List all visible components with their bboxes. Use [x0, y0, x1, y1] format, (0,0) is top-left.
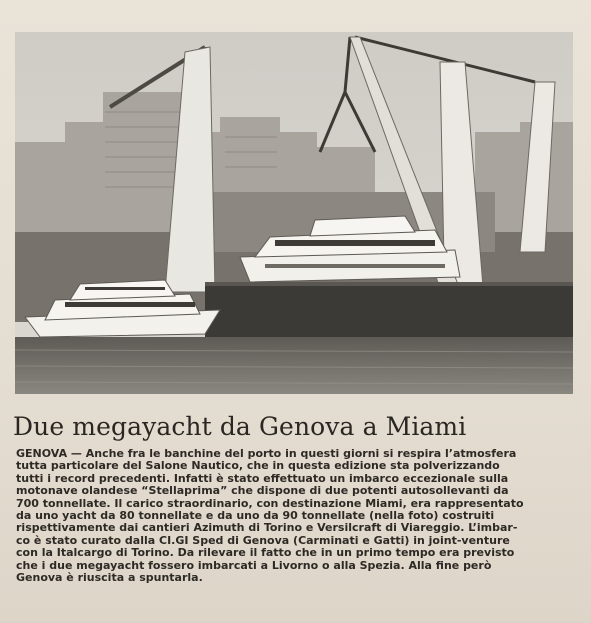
article-line: che i due megayacht fossero imbarcati a Livorno o alla Spezia. Alla fine però — [16, 559, 492, 572]
article-line: 700 tonnellate. Il carico straordinario, con destinazione Miami, era rappresentato — [16, 497, 524, 510]
article-body — [16, 448, 576, 584]
article-line: motonave olandese “Stellaprima” che dispone di due potenti autosollevanti da — [16, 485, 509, 498]
article-line: tutta particolare del Salone Nautico, che in questa edizione sta polverizzando — [16, 460, 500, 473]
article-headline: Due megayacht da Genova a Miami — [13, 412, 467, 441]
cargo-ship-hull — [205, 284, 573, 342]
article-line: con la Italcargo di Torino. Da rilevare il fatto che in un primo tempo era previsto — [16, 547, 515, 560]
article-line: tutti i record precedenti. Infatti è stato effettuato un imbarco eccezionale sulla — [16, 472, 509, 485]
harbor-water — [15, 337, 573, 394]
article-line: Genova è riuscita a spuntarla. — [16, 571, 203, 584]
dateline: GENOVA — [16, 448, 68, 460]
photo-illustration — [15, 32, 573, 394]
harbor-photo — [15, 32, 573, 394]
article-line: da uno yacht da 80 tonnellate e da uno da 90 tonnellate (nella foto) costruiti — [16, 509, 495, 522]
article-line: co è stato curato dalla CI.GI Sped di Genova (Carminati e Gatti) in joint-venture — [16, 534, 510, 547]
article-line: rispettivamente dai cantieri Azimuth di Torino e Versilcraft di Viareggio. L’imbar- — [16, 522, 518, 535]
article-line: GENOVA — Anche fra le banchine del porto in questi giorni si respira l’atmosfera — [16, 448, 517, 460]
